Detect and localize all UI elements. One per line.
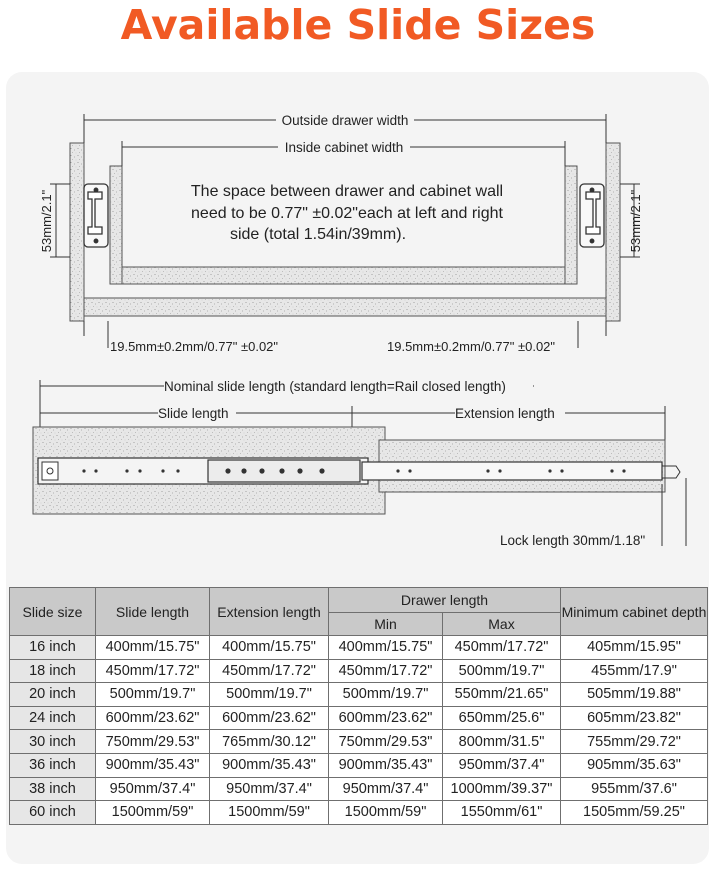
cell-drawer-min: 900mm/35.43" (329, 753, 443, 777)
drawer-side-left (110, 166, 122, 284)
cell-min-cabinet-depth: 1505mm/59.25" (561, 801, 708, 825)
cell-drawer-min: 750mm/29.53" (329, 730, 443, 754)
slide-profile-left (84, 184, 108, 247)
table-row (10, 753, 708, 777)
cell-min-cabinet-depth: 955mm/37.6" (561, 777, 708, 801)
header-min-cabinet-depth: Minimum cabinet depth (561, 588, 708, 636)
rail-end-bracket (42, 462, 58, 480)
cell-drawer-max: 1550mm/61" (443, 801, 561, 825)
table-row (10, 730, 708, 754)
cell-slide-size: 16 inch (10, 636, 96, 660)
nominal-length-label: Nominal slide length (standard length=Rail closed length) (164, 379, 506, 394)
spacing-note-line-3: side (total 1.54in/39mm). (229, 226, 407, 243)
cell-drawer-min: 400mm/15.75" (329, 636, 443, 660)
cell-slide-length: 750mm/29.53" (96, 730, 210, 754)
cell-min-cabinet-depth: 905mm/35.63" (561, 753, 708, 777)
cell-slide-length: 450mm/17.72" (96, 659, 210, 683)
inside-cabinet-width-label: Inside cabinet width (284, 140, 404, 155)
table-row (10, 659, 708, 683)
header-drawer-min: Min (329, 613, 443, 636)
cell-drawer-max: 1000mm/39.37" (443, 777, 561, 801)
cell-extension-length: 500mm/19.7" (210, 683, 329, 707)
cell-drawer-min: 500mm/19.7" (329, 683, 443, 707)
cell-extension-length: 765mm/30.12" (210, 730, 329, 754)
cell-slide-length: 600mm/23.62" (96, 706, 210, 730)
cell-slide-length: 950mm/37.4" (96, 777, 210, 801)
height-label-right: 53mm/2.1" (628, 189, 643, 253)
cell-slide-size: 20 inch (10, 683, 96, 707)
drawer-bottom (122, 267, 565, 284)
cell-drawer-max: 500mm/19.7" (443, 659, 561, 683)
cell-slide-size: 18 inch (10, 659, 96, 683)
cell-extension-length: 400mm/15.75" (210, 636, 329, 660)
spacing-note-line-2: need to be 0.77" ±0.02"each at left and right (191, 205, 503, 222)
cell-extension-length: 450mm/17.72" (210, 659, 329, 683)
cell-drawer-max: 800mm/31.5" (443, 730, 561, 754)
table-row (10, 683, 708, 707)
cell-extension-length: 600mm/23.62" (210, 706, 329, 730)
cell-slide-size: 38 inch (10, 777, 96, 801)
cell-slide-length: 400mm/15.75" (96, 636, 210, 660)
table-row (10, 777, 708, 801)
drawer-side-right (565, 166, 577, 284)
cell-drawer-min: 1500mm/59" (329, 801, 443, 825)
drawer-cross-section (39, 113, 643, 354)
cell-min-cabinet-depth: 755mm/29.72" (561, 730, 708, 754)
table-row (10, 636, 708, 660)
cabinet-wall-right (606, 143, 620, 321)
cell-drawer-max: 950mm/37.4" (443, 753, 561, 777)
cell-min-cabinet-depth: 455mm/17.9" (561, 659, 708, 683)
inner-rail (362, 462, 662, 480)
cell-drawer-min: 950mm/37.4" (329, 777, 443, 801)
gap-label-right: 19.5mm±0.2mm/0.77" ±0.02" (387, 339, 556, 354)
cell-extension-length: 900mm/35.43" (210, 753, 329, 777)
cell-drawer-max: 550mm/21.65" (443, 683, 561, 707)
cell-slide-size: 30 inch (10, 730, 96, 754)
cabinet-bottom (84, 298, 606, 316)
table-row (10, 706, 708, 730)
cell-drawer-min: 450mm/17.72" (329, 659, 443, 683)
cell-slide-size: 60 inch (10, 801, 96, 825)
cell-slide-length: 500mm/19.7" (96, 683, 210, 707)
header-drawer-length: Drawer length (329, 588, 561, 613)
header-slide-size: Slide size (10, 588, 96, 636)
cell-min-cabinet-depth: 505mm/19.88" (561, 683, 708, 707)
slide-sizes-table (9, 587, 708, 825)
page-title: Available Slide Sizes (120, 1, 596, 49)
height-label-left: 53mm/2.1" (39, 189, 54, 253)
gap-label-left: 19.5mm±0.2mm/0.77" ±0.02" (110, 339, 279, 354)
slide-length-label: Slide length (158, 406, 229, 421)
lock-length-label: Lock length 30mm/1.18" (500, 533, 646, 548)
cell-drawer-max: 450mm/17.72" (443, 636, 561, 660)
table-row (10, 801, 708, 825)
cabinet-wall-left (70, 143, 84, 321)
slide-side-view (33, 379, 686, 548)
cell-slide-size: 36 inch (10, 753, 96, 777)
slide-profile-right (580, 184, 604, 247)
cell-slide-length: 1500mm/59" (96, 801, 210, 825)
cell-extension-length: 950mm/37.4" (210, 777, 329, 801)
cell-extension-length: 1500mm/59" (210, 801, 329, 825)
cell-min-cabinet-depth: 605mm/23.82" (561, 706, 708, 730)
extension-length-label: Extension length (455, 406, 555, 421)
header-extension-length: Extension length (210, 588, 329, 636)
cell-slide-size: 24 inch (10, 706, 96, 730)
cell-slide-length: 900mm/35.43" (96, 753, 210, 777)
spacing-note-line-1: The space between drawer and cabinet wall (190, 183, 504, 200)
cell-min-cabinet-depth: 405mm/15.95" (561, 636, 708, 660)
outside-drawer-width-label: Outside drawer width (281, 113, 409, 128)
cell-drawer-max: 650mm/25.6" (443, 706, 561, 730)
cell-drawer-min: 600mm/23.62" (329, 706, 443, 730)
header-slide-length: Slide length (96, 588, 210, 636)
header-drawer-max: Max (443, 613, 561, 636)
